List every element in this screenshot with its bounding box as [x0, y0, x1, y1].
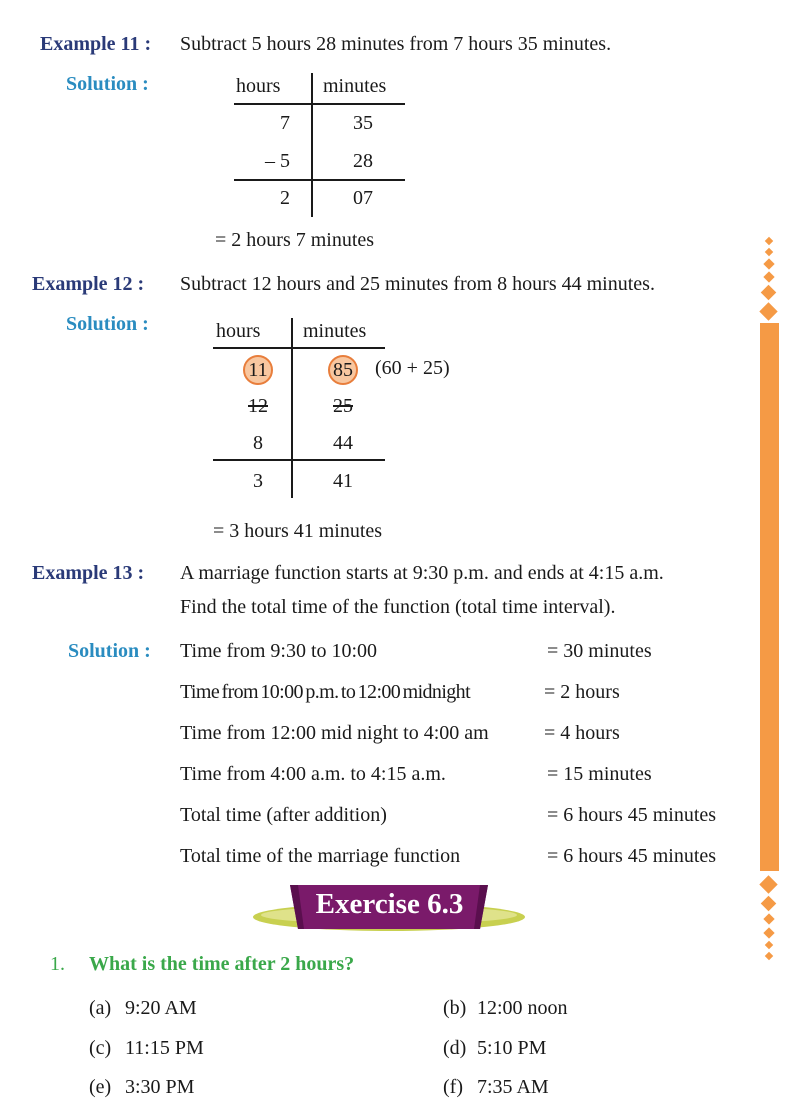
example-13-text-line2: Find the total time of the function (total time interval).	[180, 596, 616, 618]
example-12-label: Example 12 :	[32, 273, 145, 295]
ex12-vertical-rule	[291, 318, 293, 498]
ex12-borrowed-minutes: 85	[328, 355, 358, 385]
example-12-solution-label: Solution :	[66, 313, 149, 335]
ex13-row6-value: = 6 hours 45 minutes	[547, 845, 717, 867]
ex13-row1-value: = 30 minutes	[547, 640, 652, 662]
ex11-result-hours: 2	[280, 187, 290, 209]
option-d-value: 5:10 PM	[477, 1037, 547, 1059]
ex13-row3-desc: Time from 12:00 mid night to 4:00 am	[180, 722, 489, 744]
question-number: 1.	[50, 953, 65, 975]
ex13-row3-value: = 4 hours	[544, 722, 620, 744]
ex12-borrowed-hours: 11	[243, 355, 273, 385]
option-c-label: (c)	[89, 1037, 112, 1059]
question-text: What is the time after 2 hours?	[89, 953, 355, 975]
option-c-value: 11:15 PM	[125, 1037, 204, 1059]
ex12-result-hours: 3	[253, 470, 263, 492]
option-a-value: 9:20 AM	[125, 997, 197, 1019]
margin-bar	[760, 323, 779, 871]
ex13-row6-desc: Total time of the marriage function	[180, 845, 461, 867]
option-e-value: 3:30 PM	[125, 1076, 195, 1098]
ex12-result-rule	[213, 459, 385, 461]
option-d-label: (d)	[443, 1037, 467, 1059]
ex11-row2-minutes: 28	[353, 150, 373, 172]
example-11-solution-label: Solution :	[66, 73, 149, 95]
example-11-answer: = 2 hours 7 minutes	[215, 229, 375, 251]
ex13-row4-desc: Time from 4:00 a.m. to 4:15 a.m.	[180, 763, 446, 785]
exercise-banner	[252, 875, 527, 945]
ex12-header-minutes: minutes	[303, 320, 367, 342]
diamond-icon	[763, 913, 774, 924]
option-f-value: 7:35 AM	[477, 1076, 549, 1098]
example-12-text: Subtract 12 hours and 25 minutes from 8 hours 44 minutes.	[180, 273, 655, 295]
exercise-title: Exercise 6.3	[315, 888, 464, 920]
diamond-icon	[765, 237, 773, 245]
ex12-crossed-hours: 12	[248, 395, 268, 417]
ex11-header-hours: hours	[236, 75, 281, 97]
ex11-row1-hours: 7	[280, 112, 290, 134]
ex12-borrow-note: (60 + 25)	[375, 357, 450, 379]
ex13-row1-desc: Time from 9:30 to 10:00	[180, 640, 378, 662]
option-f-label: (f)	[443, 1076, 463, 1098]
option-a-label: (a)	[89, 997, 112, 1019]
ex12-crossed-minutes: 25	[333, 395, 353, 417]
ex12-row-hours: 8	[253, 432, 263, 454]
ex12-row-minutes: 44	[333, 432, 353, 454]
diamond-icon	[763, 271, 774, 282]
ex13-row5-desc: Total time (after addition)	[180, 804, 387, 826]
ex11-header-minutes: minutes	[323, 75, 387, 97]
ex11-result-minutes: 07	[353, 187, 373, 209]
diamond-icon	[763, 927, 774, 938]
diamond-icon	[759, 875, 777, 893]
ex12-header-rule	[213, 347, 385, 349]
ex11-result-rule	[234, 179, 405, 181]
example-13-solution-label: Solution :	[68, 640, 151, 662]
example-11-label: Example 11 :	[40, 33, 152, 55]
ex11-vertical-rule	[311, 73, 313, 217]
ex11-row2-hours: – 5	[265, 150, 290, 172]
ex13-row5-value: = 6 hours 45 minutes	[547, 804, 717, 826]
diamond-icon	[765, 952, 773, 960]
example-13-text-line1: A marriage function starts at 9:30 p.m. and ends at 4:15 a.m.	[180, 562, 664, 584]
ex12-header-hours: hours	[216, 320, 261, 342]
diamond-icon	[761, 896, 777, 912]
example-12-answer: = 3 hours 41 minutes	[213, 520, 383, 542]
ex13-row2-desc: Time from 10:00 p.m. to 12:00 midnight	[180, 681, 471, 703]
option-b-value: 12:00 noon	[477, 997, 568, 1019]
diamond-icon	[765, 941, 773, 949]
ex13-row4-value: = 15 minutes	[547, 763, 652, 785]
option-b-label: (b)	[443, 997, 467, 1019]
example-13-label: Example 13 :	[32, 562, 145, 584]
example-11-text: Subtract 5 hours 28 minutes from 7 hours 35 minutes.	[180, 33, 612, 55]
ex13-row2-value: = 2 hours	[544, 681, 620, 703]
ex12-result-minutes: 41	[333, 470, 353, 492]
ex11-header-rule	[234, 103, 405, 105]
ex11-row1-minutes: 35	[353, 112, 373, 134]
option-e-label: (e)	[89, 1076, 112, 1098]
diamond-icon	[759, 302, 777, 320]
diamond-icon	[763, 258, 774, 269]
diamond-icon	[761, 285, 777, 301]
diamond-icon	[765, 248, 773, 256]
